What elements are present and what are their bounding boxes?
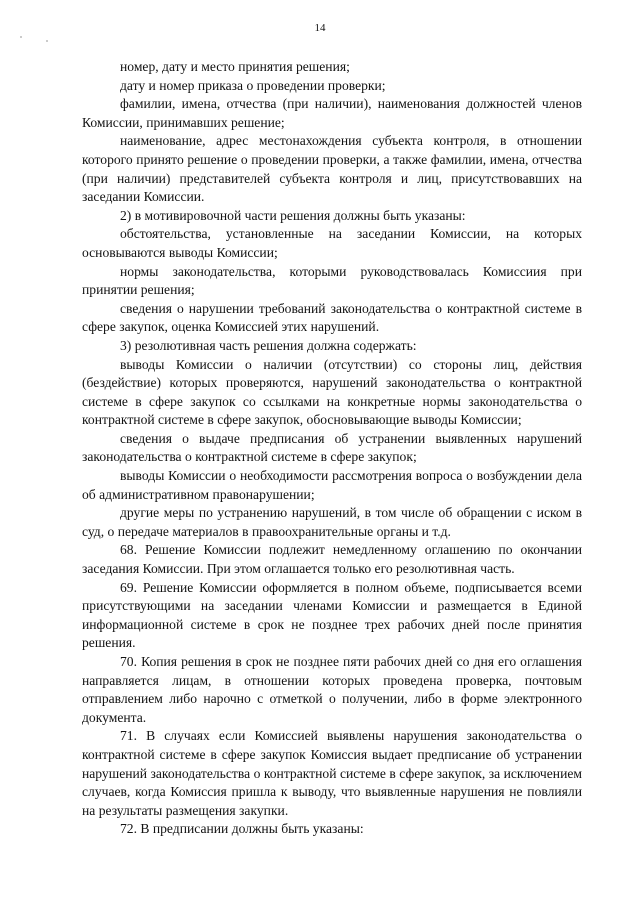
paragraph: наименование, адрес местонахождения субъекта контроля, в отношении которого принято решение о проведении проверки, а также фамилии, имена, отчества (при наличии) представителей субъекта контроля и лиц, присутствовавших на заседании Комиссии.: [82, 133, 582, 205]
paragraph: 68. Решение Комиссии подлежит немедленному оглашению по окончании заседания Комиссии. При этом оглашается только его резолютивная часть.: [82, 542, 582, 577]
paragraph: фамилии, имена, отчества (при наличии), наименования должностей членов Комиссии, принимавших решение;: [82, 96, 582, 130]
paragraph: выводы Комиссии о наличии (отсутствии) со стороны лиц, действия (бездействие) которых проверяются, нарушений законодательства о контрактной системе в сфере закупок со ссылками на конкретные нормы законодательства о контрактной системе в сфере закупок, обосновывающие выводы Комиссии;: [82, 356, 582, 428]
paragraph: 2) в мотивировочной части решения должны быть указаны:: [120, 207, 466, 223]
paragraph: номер, дату и место принятия решения;: [120, 59, 350, 74]
paragraph: дату и номер приказа о проведении проверки;: [120, 77, 386, 93]
paragraph: 71. В случаях если Комиссией выявлены нарушения законодательства о контрактной системе в сфере закупок Комиссия выдает предписание об устранении нарушений законодательства о контрактной системе в сфере закупок, за исключением случаев, когда Комиссия пришла к выводу, что выявленные нарушения не повлияли на результаты размещения закупки.: [82, 728, 582, 818]
paragraph: обстоятельства, установленные на заседании Комиссии, на которых основываются выводы Комиссии;: [82, 226, 582, 260]
page-number: 14: [314, 22, 326, 34]
paragraph: 3) резолютивная часть решения должна содержать:: [120, 337, 417, 353]
paragraph: нормы законодательства, которыми руководствовалась Комиссиия при принятии решения;: [82, 263, 582, 298]
paragraph: сведения о выдаче предписания об устранении выявленных нарушений законодательства о контрактной системе в сфере закупок;: [82, 430, 582, 465]
paragraph: 70. Копия решения в срок не позднее пяти рабочих дней со дня его оглашения направляется лицам, в отношении которых проведена проверка, почтовым отправлением либо нарочно с отметкой о получении, либо в форме электронного документа.: [82, 654, 582, 725]
paragraph: другие меры по устранению нарушений, в том числе об обращении с иском в суд, о передаче материалов в правоохранительные органы и т.д.: [82, 505, 582, 539]
paragraph: выводы Комиссии о необходимости рассмотрения вопроса о возбуждении дела об административном правонарушении;: [82, 468, 582, 502]
document-body: [82, 58, 582, 839]
paragraph: 72. В предписании должны быть указаны:: [120, 821, 364, 837]
paragraph: сведения о нарушении требований законодательства о контрактной системе в сфере закупок, оценка Комиссией этих нарушений.: [82, 300, 582, 335]
scan-artifact: [20, 36, 22, 38]
scan-artifact: [46, 40, 48, 42]
paragraph: 69. Решение Комиссии оформляется в полном объеме, подписывается всеми присутствующими на заседании членами Комиссии и размещается в Единой информационной системе в срок не позднее трех рабочих дней после принятия решения.: [82, 579, 582, 651]
